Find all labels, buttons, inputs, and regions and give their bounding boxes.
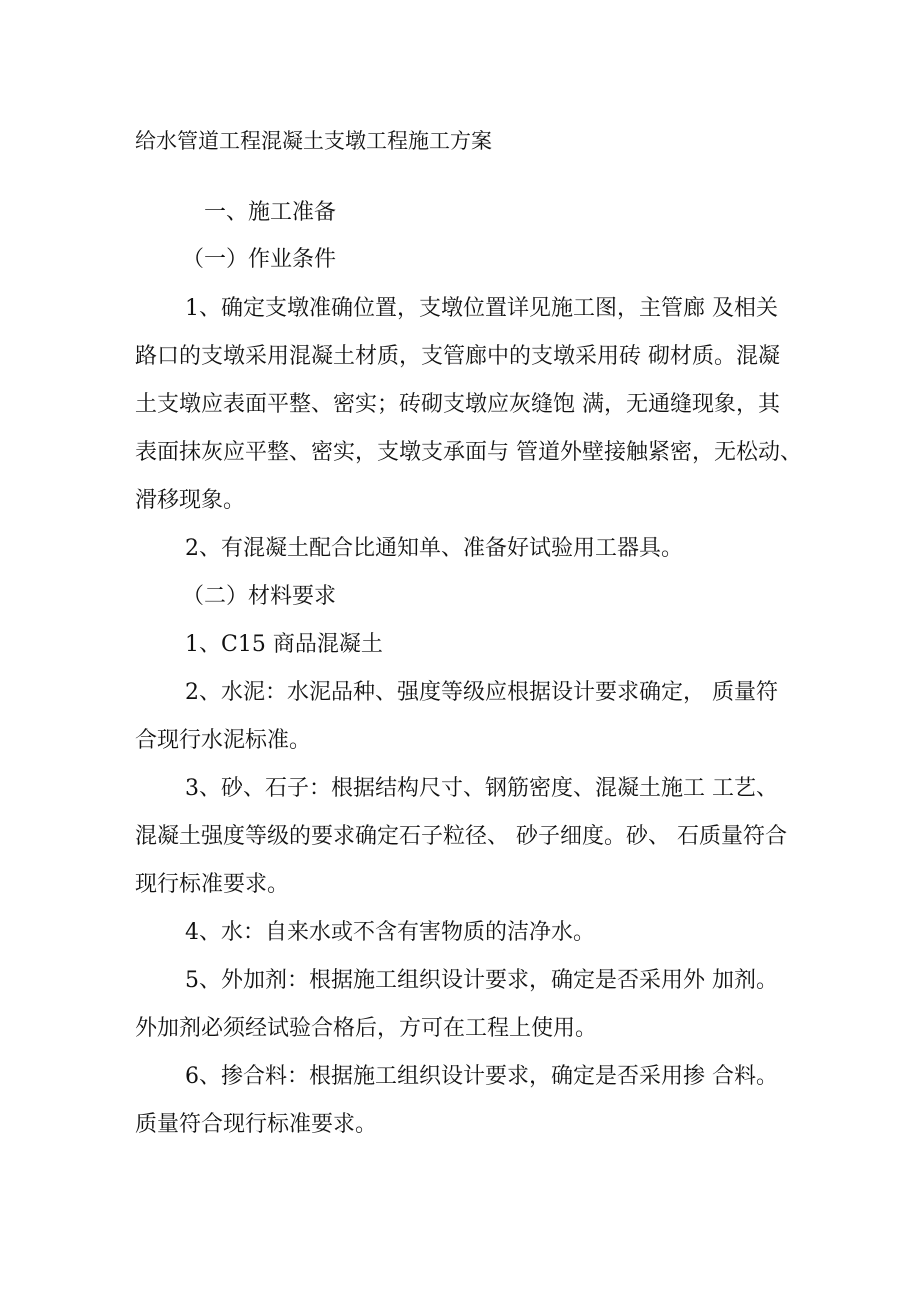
paragraph-1-line-5: 滑移现象。: [135, 488, 246, 513]
material-1-line-1: 1、C15 商品混凝土: [185, 632, 383, 657]
material-5-line-2: 外加剂必须经试验合格后，方可在工程上使用。: [135, 1016, 598, 1041]
material-4-line-1: 4、水：自来水或不含有害物质的洁净水。: [185, 920, 595, 945]
paragraph-1-line-2: 路口的支墩采用混凝土材质，支管廊中的支墩采用砖 砌材质。混凝: [135, 344, 780, 369]
material-3-line-2: 混凝土强度等级的要求确定石子粒径、 砂子细度。砂、 石质量符合: [135, 824, 787, 849]
paragraph-1-line-3: 土支墩应表面平整、密实；砖砌支墩应灰缝饱 满，无通缝现象，其: [135, 392, 780, 417]
document-title: 给水管道工程混凝土支墩工程施工方案: [135, 129, 492, 153]
material-3-line-3: 现行标准要求。: [135, 872, 290, 897]
paragraph-1-line-4: 表面抹灰应平整、密实，支墩支承面与 管道外壁接触紧密，无松动、: [135, 440, 802, 465]
paragraph-1-line-1: 1、确定支墩准确位置，支墩位置详见施工图，主管廊 及相关: [185, 296, 778, 321]
subsection-heading-2: （二）材料要求: [182, 584, 337, 609]
section-heading-1: 一、施工准备: [204, 200, 337, 225]
material-5-line-1: 5、外加剂：根据施工组织设计要求，确定是否采用外 加剂。: [185, 968, 778, 993]
material-6-line-1: 6、掺合料：根据施工组织设计要求，确定是否采用掺 合料。: [185, 1064, 778, 1089]
paragraph-2-line-1: 2、有混凝土配合比通知单、准备好试验用工器具。: [185, 536, 683, 561]
subsection-heading-1: （一）作业条件: [182, 247, 337, 272]
material-2-line-2: 合现行水泥标准。: [135, 728, 312, 753]
material-6-line-2: 质量符合现行标准要求。: [135, 1112, 378, 1137]
material-3-line-1: 3、砂、石子：根据结构尺寸、钢筋密度、混凝土施工 工艺、: [185, 776, 778, 801]
material-2-line-1: 2、水泥：水泥品种、强度等级应根据设计要求确定， 质量符: [185, 680, 778, 705]
